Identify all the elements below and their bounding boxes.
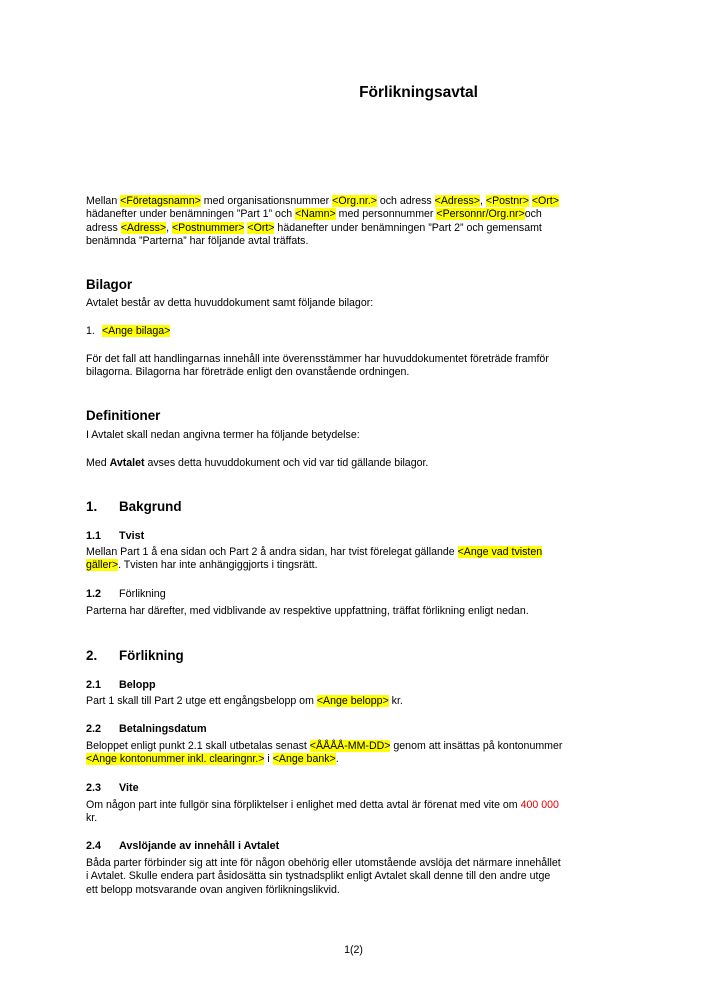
subsection-number: 1.1 [86, 530, 102, 542]
placeholder-tvist[interactable]: <Ange vad tvisten [457, 546, 543, 558]
definitioner-item [86, 457, 631, 470]
intro-line-4: benämnda ”Parterna” har följande avtal träffats. [86, 235, 309, 248]
intro-text: , [166, 221, 172, 234]
section-1-2-heading [86, 588, 631, 601]
placeholder-bank[interactable]: <Ange bank> [272, 753, 336, 766]
placeholder-tvist-cont[interactable]: gäller> [86, 559, 119, 572]
subsection-number: 2.2 [86, 723, 102, 735]
section-2-3-text [86, 799, 631, 826]
bilagor-list-item [86, 325, 631, 338]
s21-text: Part 1 skall till Part 2 utge ett engångsbelopp om [86, 695, 317, 707]
s22-text: genom att insättas på kontonummer [390, 740, 563, 752]
intro-text: med organisationsnummer [200, 195, 333, 207]
definitioner-text: I Avtalet skall nedan angivna termer ha följande betydelse: [86, 429, 360, 441]
placeholder-namn[interactable]: <Namn> [295, 208, 336, 221]
section-2-2-text [86, 740, 631, 767]
page-number: 1(2) [344, 944, 363, 956]
intro-text: adress [86, 221, 121, 234]
intro-paragraph [86, 195, 631, 249]
intro-text: och [524, 208, 542, 221]
placeholder-ort-1[interactable]: <Ort> [531, 195, 559, 207]
section-number: 2. [86, 648, 98, 663]
placeholder-ort-2[interactable]: <Ort> [247, 221, 275, 234]
placeholder-postnummer[interactable]: <Postnummer> [172, 221, 245, 234]
subsection-title: Avslöjande av innehåll i Avtalet [119, 840, 280, 852]
intro-text: med personnummer [335, 208, 437, 221]
intro-text: , [480, 195, 486, 207]
section-title: Bakgrund [119, 499, 182, 514]
list-number: 1. [86, 325, 95, 337]
s11-line-2 [86, 559, 631, 572]
s22-text: Beloppet enligt punkt 2.1 skall utbetalas senast [86, 740, 310, 752]
section-title: Förlikning [119, 648, 184, 663]
intro-line-1 [86, 195, 631, 208]
subsection-title: Belopp [119, 679, 156, 691]
intro-text: hädanefter under benämningen ”Part 1” och [86, 208, 296, 221]
document-title: Förlikningsavtal [359, 84, 478, 101]
placeholder-personnr[interactable]: <Personnr/Org.nr> [436, 208, 525, 221]
section-2-heading [86, 649, 631, 662]
bilagor-para-line-2: bilagorna. Bilagorna har företräde enligt den ovanstående ordningen. [86, 366, 410, 379]
section-2-1-heading [86, 679, 631, 692]
section-2-4-text [86, 857, 631, 897]
def-text: avses detta huvuddokument och vid var tid gällande bilagor. [144, 457, 429, 469]
subsection-number: 2.1 [86, 679, 102, 691]
s11-text: Mellan Part 1 å ena sidan och Part 2 å andra sidan, har tvist förelegat gällande [86, 546, 458, 558]
section-1-2-text: Parterna har därefter, med vidblivande av respektive uppfattning, träffat förlikning enligt nedan. [86, 605, 529, 617]
subsection-number: 2.4 [86, 840, 102, 852]
intro-text: och adress [376, 195, 435, 207]
placeholder-bilaga[interactable]: <Ange bilaga> [102, 325, 171, 337]
s24-line-3: ett belopp motsvarande ovan angiven förlikningslikvid. [86, 883, 340, 896]
s22-line-2 [86, 753, 631, 766]
definitioner-heading: Definitioner [86, 408, 161, 423]
placeholder-adress-2[interactable]: <Adress> [120, 221, 167, 234]
placeholder-orgnr[interactable]: <Org.nr.> [332, 195, 377, 207]
s23-line-2: kr. [86, 812, 98, 825]
subsection-title: Förlikning [119, 588, 166, 600]
section-2-4-heading [86, 840, 631, 853]
s22-text: . [335, 753, 339, 766]
section-1-heading [86, 500, 631, 513]
intro-line-3 [86, 222, 631, 235]
section-2-2-heading [86, 723, 631, 736]
placeholder-foretagsnamn[interactable]: <Företagsnamn> [120, 195, 201, 207]
s24-line-2: i Avtalet. Skulle endera part åsidosätta sin tystnadsplikt enligt Avtalet skall denne till den andre utge [86, 870, 551, 883]
bilagor-paragraph [86, 353, 631, 380]
section-1-1-text [86, 546, 631, 573]
bilagor-para-line-1: För det fall att handlingarnas innehåll inte överensstämmer har huvuddokumentet företräde framför [86, 353, 549, 365]
subsection-title: Vite [119, 782, 139, 794]
subsection-number: 1.2 [86, 588, 102, 600]
s23-line-1 [86, 799, 631, 812]
placeholder-adress-1[interactable]: <Adress> [434, 195, 480, 207]
def-term: Avtalet [109, 457, 145, 469]
section-1-1-heading [86, 530, 631, 543]
bilagor-heading: Bilagor [86, 277, 133, 292]
subsection-number: 2.3 [86, 782, 102, 794]
placeholder-kontonummer[interactable]: <Ange kontonummer inkl. clearingnr.> [86, 753, 265, 766]
s11-line-1 [86, 546, 631, 559]
placeholder-postnr[interactable]: <Postnr> [485, 195, 529, 207]
vite-amount: 400 000 [520, 799, 559, 811]
section-number: 1. [86, 499, 98, 514]
placeholder-datum[interactable]: <ÅÅÅÅ-MM-DD> [309, 740, 391, 752]
intro-text: Mellan [86, 195, 121, 207]
section-2-3-heading [86, 782, 631, 795]
def-text: Med [86, 457, 110, 469]
intro-line-2 [86, 208, 631, 221]
subsection-title: Betalningsdatum [119, 723, 207, 735]
bilagor-text: Avtalet består av detta huvuddokument samt följande bilagor: [86, 297, 374, 309]
s11-text: . Tvisten har inte anhängiggjorts i tingsrätt. [118, 559, 318, 572]
s24-line-1: Båda parter förbinder sig att inte för någon obehörig eller utomstående avslöja det närmare innehållet [86, 857, 561, 869]
subsection-title: Tvist [119, 530, 145, 542]
s22-text: i [264, 753, 273, 766]
section-2-1-text [86, 695, 631, 708]
s22-line-1 [86, 740, 631, 753]
s23-text: Om någon part inte fullgör sina förpliktelser i enlighet med detta avtal är förenat med vite om [86, 799, 521, 811]
placeholder-belopp[interactable]: <Ange belopp> [316, 695, 389, 707]
s21-text: kr. [388, 695, 403, 707]
intro-text: hädanefter under benämningen ”Part 2” och gemensamt [274, 221, 542, 234]
